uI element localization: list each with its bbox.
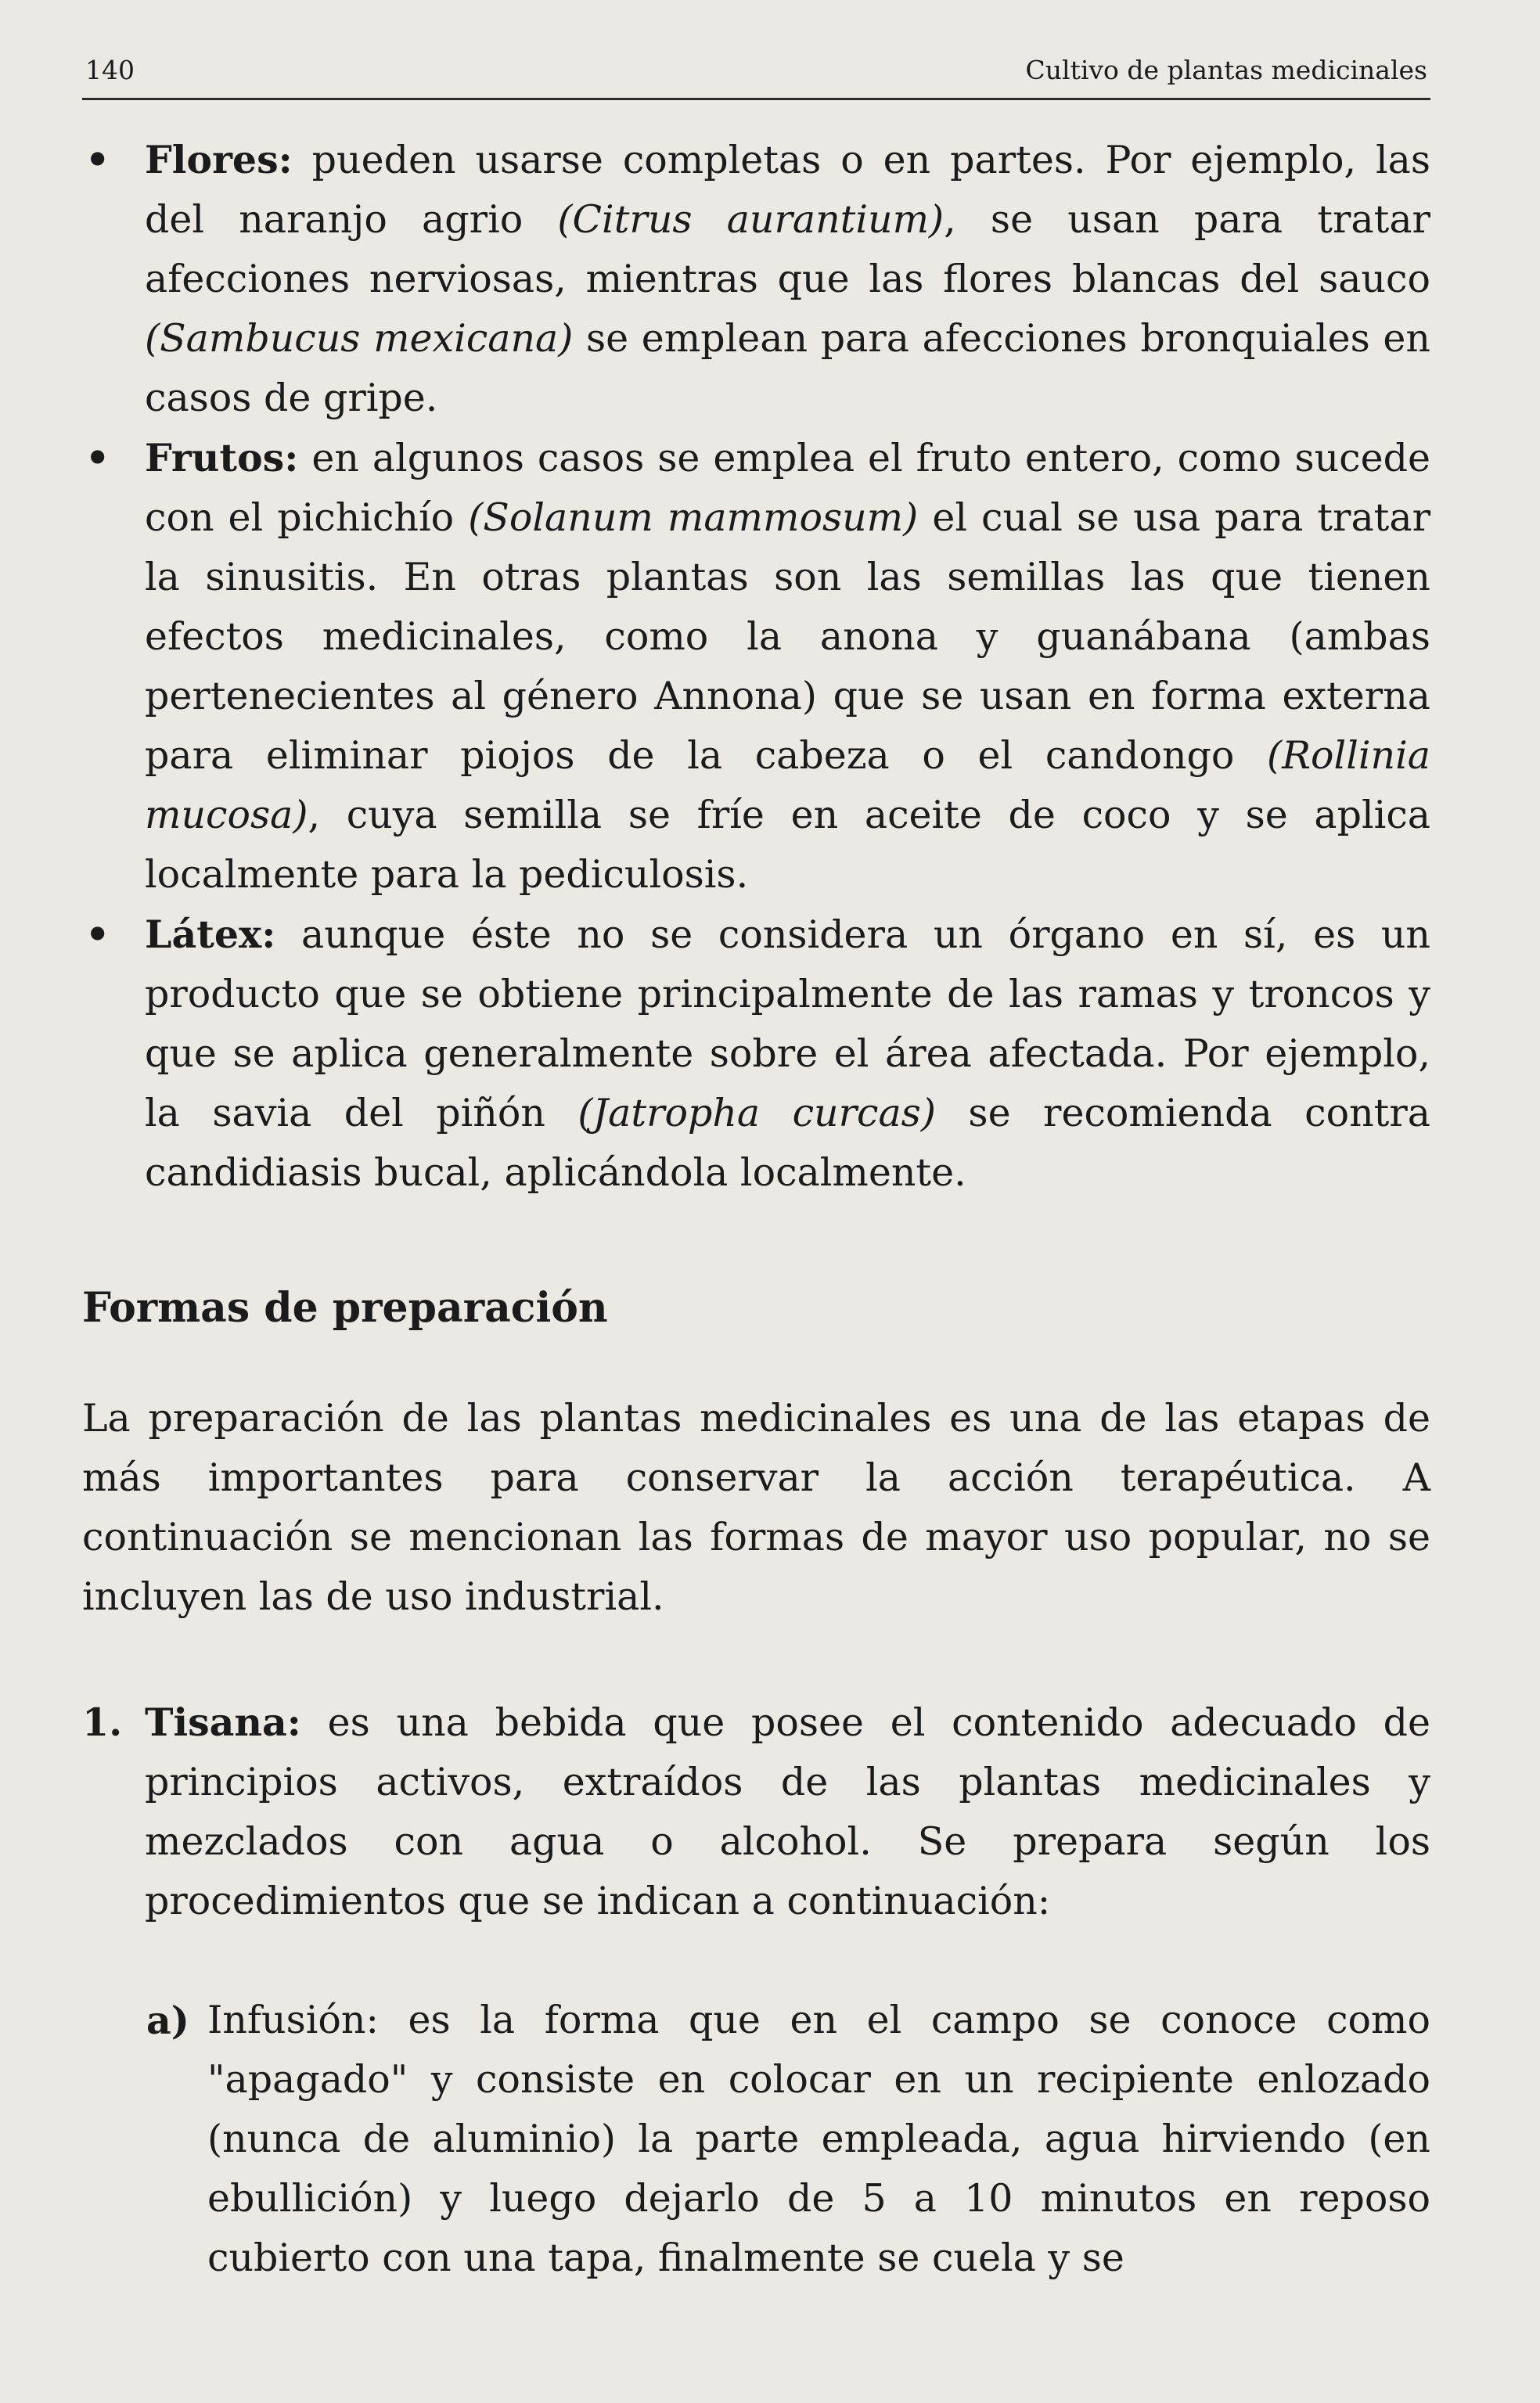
page-number: 140 [85,55,135,85]
scientific-name: (Rollinia mucosa) [145,733,1430,837]
bullet-text: , se usan para tratar afecciones nerviosas, mientras que las flores blancas del sauco [145,197,1430,301]
bullet-text: se recomienda contra candidiasis bucal, aplicándola localmente. [145,1091,1430,1195]
bullet-term: Frutos: [145,435,299,480]
item-letter: a) [146,1998,189,2043]
book-title: Cultivo de plantas medicinales [1025,55,1427,85]
bullet-item-flores [82,130,1430,428]
bullet-text: el cual se usa para tratar la sinusitis. En otras plantas son las semillas las que tienen efectos medicinales, como la anona y guanábana (ambas pertenecientes al género Annona) que se usan en forma externa para eliminar piojos de la cabeza o el candongo [145,495,1431,778]
organ-bullet-list [82,130,1430,1203]
section-heading: Formas de preparación [82,1284,608,1332]
bullet-item-frutos [82,428,1430,905]
bullet-text: se emplean para afecciones bronquiales en casos de gripe. [145,316,1430,420]
scientific-name: (Solanum mammosum) [468,495,919,540]
scientific-name: (Sambucus mexicana) [145,316,574,361]
bullet-term: Flores: [145,137,293,182]
bullet-text: pueden usarse completas o en partes. Por ejemplo, las del naranjo agrio [145,138,1430,242]
item-text: es una bebida que posee el contenido adecuado de principios activos, extraídos de las plantas medicinales y mezclados con agua o alcohol. Se prepara según los procedimientos que se indican a continuación: [145,1700,1430,1923]
bullet-text: aunque éste no se considera un órgano en sí, es un producto que se obtiene principalmente de las ramas y troncos y que se aplica generalmente sobre el área afectada. Por ejemplo, la savia del piñón [145,912,1430,1135]
item-text: Infusión: es la forma que en el campo se conoce como "apagado" y consiste en colocar en un recipiente enlozado (nunca de aluminio) la parte empleada, agua hirviendo (en ebullición) y luego dejarlo de 5 a 10 minutos en reposo cubierto con una tapa, finalmente se cuela y se [207,1998,1430,2280]
bullet-item-latex [82,905,1430,1203]
bullet-text: , cuya semilla se fríe en aceite de coco y se aplica localmente para la pediculosis. [145,793,1430,897]
scientific-name: (Jatropha curcas) [578,1091,936,1135]
intro-paragraph: La preparación de las plantas medicinales es una de las etapas de más importantes para conservar la acción terapéutica. A continuación se mencionan las formas de mayor uso popular, no se incluyen las de uso industrial. [82,1396,1430,1619]
lettered-item-infusion [82,1991,1430,2288]
page-body [82,130,1430,2288]
numbered-item-tisana [82,1693,1430,1931]
bullet-text: en algunos casos se emplea el fruto entero, como sucede con el pichichío [145,436,1430,540]
bullet-icon: • [85,912,110,957]
bullet-icon: • [85,137,110,182]
bullet-term: Látex: [145,912,276,957]
running-header [82,55,1430,100]
scientific-name: (Citrus aurantium) [557,197,945,242]
item-term: Tisana: [145,1700,301,1745]
item-number: 1. [82,1700,123,1745]
bullet-icon: • [85,435,110,480]
